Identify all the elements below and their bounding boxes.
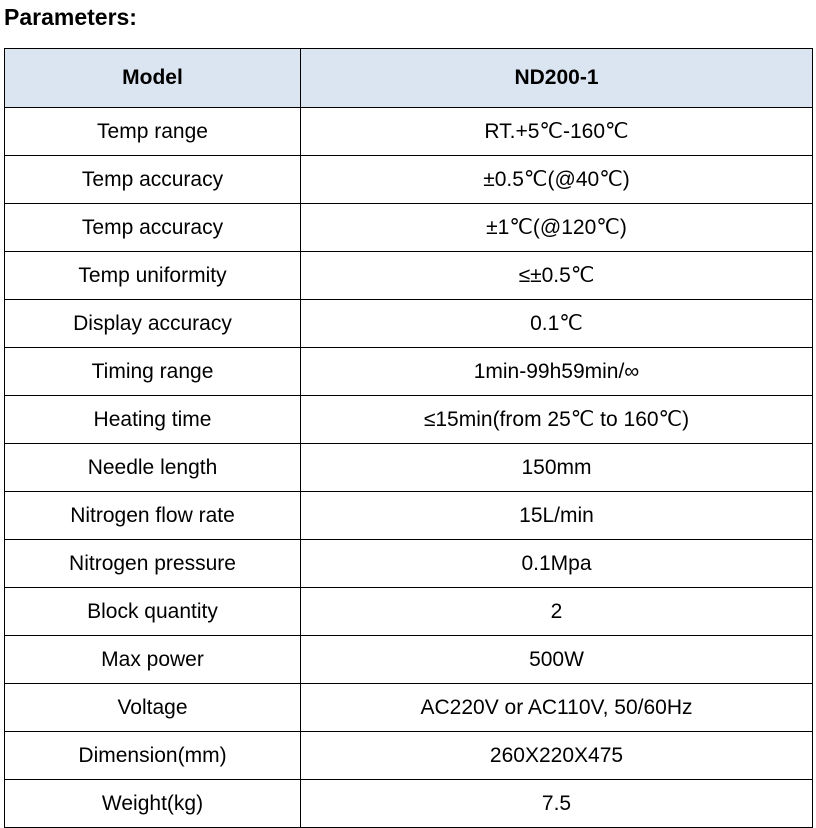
table-row	[5, 492, 813, 540]
table-row	[5, 588, 813, 636]
header-model-value: ND200-1	[301, 49, 813, 108]
param-name: Heating time	[5, 396, 301, 444]
param-name: Nitrogen flow rate	[5, 492, 301, 540]
table-row	[5, 156, 813, 204]
param-name: Nitrogen pressure	[5, 540, 301, 588]
table-header-row	[5, 49, 813, 108]
table-row	[5, 636, 813, 684]
param-name: Dimension(mm)	[5, 732, 301, 780]
param-value: ≤±0.5℃	[301, 252, 813, 300]
param-value: 2	[301, 588, 813, 636]
param-value: 0.1℃	[301, 300, 813, 348]
table-row	[5, 684, 813, 732]
param-name: Temp uniformity	[5, 252, 301, 300]
param-value: 0.1Mpa	[301, 540, 813, 588]
table-row	[5, 348, 813, 396]
param-name: Temp accuracy	[5, 156, 301, 204]
header-model-label: Model	[5, 49, 301, 108]
table-row	[5, 252, 813, 300]
param-value: 1min-99h59min/∞	[301, 348, 813, 396]
param-name: Temp accuracy	[5, 204, 301, 252]
param-value: ±0.5℃(@40℃)	[301, 156, 813, 204]
param-value: ≤15min(from 25℃ to 160℃)	[301, 396, 813, 444]
table-row	[5, 204, 813, 252]
table-row	[5, 444, 813, 492]
param-name: Voltage	[5, 684, 301, 732]
table-row	[5, 108, 813, 156]
table-row	[5, 780, 813, 828]
param-name: Max power	[5, 636, 301, 684]
param-value: ±1℃(@120℃)	[301, 204, 813, 252]
param-value: 500W	[301, 636, 813, 684]
table-row	[5, 540, 813, 588]
table-body	[5, 108, 813, 828]
table-row	[5, 732, 813, 780]
param-name: Needle length	[5, 444, 301, 492]
param-name: Timing range	[5, 348, 301, 396]
param-name: Display accuracy	[5, 300, 301, 348]
table-row	[5, 396, 813, 444]
param-value: RT.+5℃-160℃	[301, 108, 813, 156]
param-value: 150mm	[301, 444, 813, 492]
param-name: Temp range	[5, 108, 301, 156]
parameters-table	[4, 48, 813, 828]
param-name: Weight(kg)	[5, 780, 301, 828]
param-value: 7.5	[301, 780, 813, 828]
param-value: AC220V or AC110V, 50/60Hz	[301, 684, 813, 732]
parameters-heading: Parameters:	[4, 4, 137, 30]
param-value: 260X220X475	[301, 732, 813, 780]
table-row	[5, 300, 813, 348]
param-name: Block quantity	[5, 588, 301, 636]
param-value: 15L/min	[301, 492, 813, 540]
